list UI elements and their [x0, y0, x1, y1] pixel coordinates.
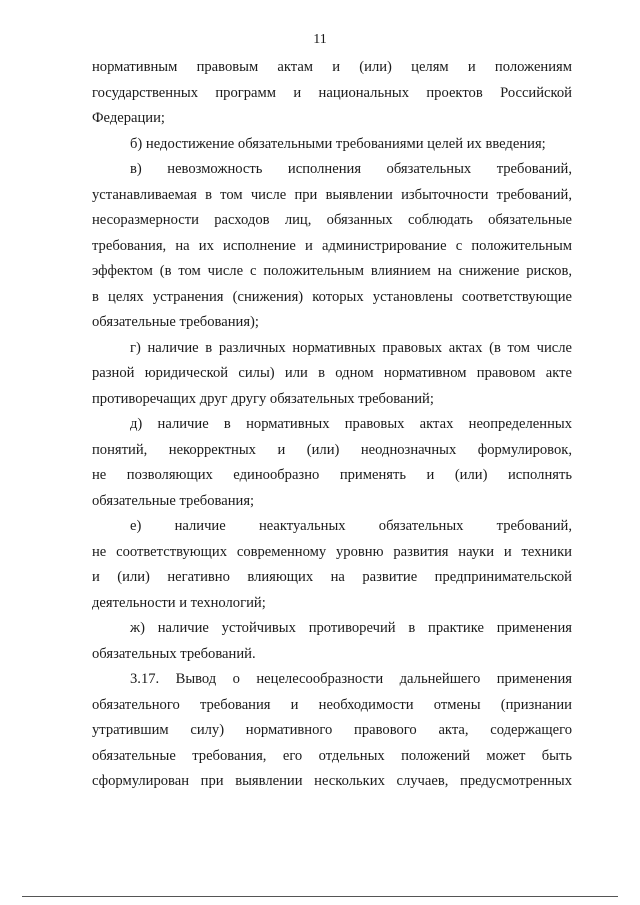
text-line: нормативным правовым актам и (или) целям и положениям	[92, 59, 572, 75]
text-line: государственных программ и национальных проектов Российской	[92, 84, 572, 101]
text-line: обязательные требования);	[92, 314, 259, 330]
text-line: обязательные требования, его отдельных положений может быть	[92, 747, 572, 764]
text-line: ж) наличие устойчивых противоречий в практике применения	[130, 620, 572, 636]
text-line: Федерации;	[92, 110, 165, 126]
text-line: е) наличие неактуальных обязательных требований,	[130, 518, 572, 534]
body-text	[92, 55, 572, 795]
text-line: обязательных требований.	[92, 645, 256, 662]
text-line: г) наличие в различных нормативных правовых актах (в том числе	[130, 339, 572, 356]
text-line: в целях устранения (снижения) которых установлены соответствующие	[92, 288, 572, 305]
text-line: и (или) негативно влияющих на развитие предпринимательской	[92, 569, 572, 585]
text-line: устанавливаемая в том числе при выявлении избыточности требований,	[92, 186, 572, 203]
text-line: б) недостижение обязательными требованиями целей их введения;	[130, 135, 546, 152]
text-line: деятельности и технологий;	[92, 594, 266, 611]
text-line: не позволяющих единообразно применять и (или) исполнять	[92, 467, 572, 483]
text-line: противоречащих друг другу обязательных требований;	[92, 390, 434, 407]
text-line: не соответствующих современному уровню развития науки и техники	[92, 543, 572, 560]
text-line: д) наличие в нормативных правовых актах неопределенных	[130, 416, 572, 432]
text-line: утратившим силу) нормативного правового акта, содержащего	[92, 722, 572, 738]
text-line: в) невозможность исполнения обязательных требований,	[130, 161, 572, 177]
text-line: обязательного требования и необходимости отмены (признании	[92, 696, 572, 713]
text-line: 3.17. Вывод о нецелесообразности дальнейшего применения	[130, 671, 572, 687]
text-line: эффектом (в том числе с положительным влиянием на снижение рисков,	[92, 263, 572, 279]
text-line: разной юридической силы) или в одном нормативном правовом акте	[92, 365, 572, 381]
text-line: обязательные требования;	[92, 492, 255, 509]
text-line: сформулирован при выявлении нескольких случаев, предусмотренных	[92, 773, 572, 789]
bottom-rule	[22, 896, 618, 897]
page-number: 11	[313, 32, 327, 47]
text-line: требования, на их исполнение и администрирование с положительным	[92, 237, 572, 254]
text-line: несоразмерности расходов лиц, обязанных соблюдать обязательные	[92, 212, 572, 228]
text-line: понятий, некорректных и (или) неоднозначных формулировок,	[92, 441, 572, 458]
